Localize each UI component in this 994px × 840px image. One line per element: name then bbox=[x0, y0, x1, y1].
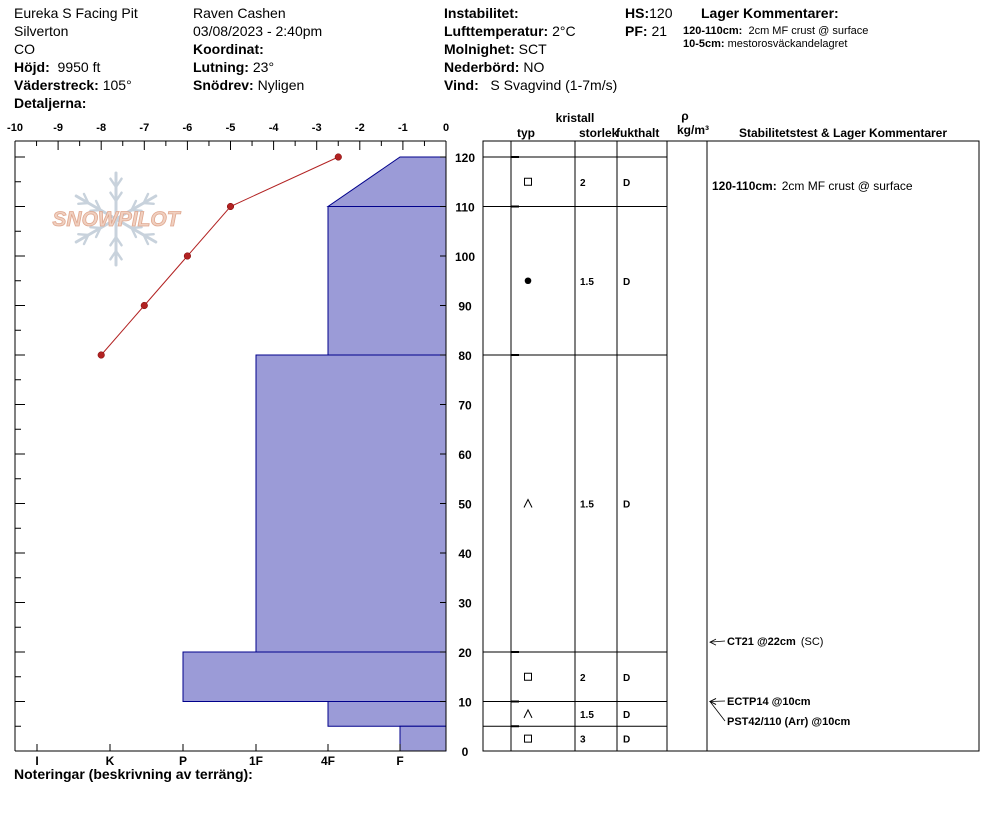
stability-test-leader bbox=[710, 701, 725, 702]
type-header: typ bbox=[517, 126, 535, 140]
density-unit-header: kg/m³ bbox=[676, 123, 710, 137]
wind-label: Vind: bbox=[444, 77, 479, 93]
wind-value: S Svagvind (1-7m/s) bbox=[490, 77, 618, 93]
height-tick-label: 40 bbox=[458, 547, 472, 561]
elevation-label: Höjd: bbox=[14, 59, 50, 75]
wind-loading-label: Snödrev: bbox=[193, 77, 254, 93]
crystal-header: kristall bbox=[555, 111, 595, 125]
state: CO bbox=[14, 41, 35, 57]
snowflake-branch bbox=[78, 234, 88, 235]
stability-test-label: ECTP14 @10cm bbox=[727, 696, 811, 708]
stability-test-suffix: (SC) bbox=[800, 636, 824, 648]
pf-value: 21 bbox=[651, 23, 668, 39]
stability-test-note bbox=[727, 716, 850, 728]
grain-caret-icon bbox=[524, 710, 532, 718]
hardness-tick-label: 1F bbox=[248, 754, 264, 768]
layer-comment-2-range: 10-5cm: bbox=[683, 38, 725, 50]
layer-comment-range: 120-110cm: bbox=[712, 179, 777, 193]
grain-dot-icon bbox=[525, 277, 532, 284]
temperature-point bbox=[141, 302, 148, 309]
hardness-layer-bar bbox=[328, 702, 446, 727]
hardness-layer-bar bbox=[256, 355, 446, 652]
grain-size-value: 1.5 bbox=[580, 499, 594, 511]
height-tick-label: 80 bbox=[458, 349, 472, 363]
moisture-value: D bbox=[623, 499, 631, 511]
hardness-tick-label: 4F bbox=[320, 754, 336, 768]
moisture-header: fukthalt bbox=[616, 126, 660, 140]
height-tick-label: 50 bbox=[458, 497, 472, 512]
temperature-profile bbox=[98, 154, 342, 359]
moisture-value: D bbox=[623, 709, 631, 721]
grain-size-value: 2 bbox=[580, 672, 586, 684]
temperature-tick-label: -6 bbox=[182, 122, 193, 134]
stability-test-label: CT21 @22cm bbox=[727, 636, 796, 648]
height-tick-label: 10 bbox=[458, 695, 472, 710]
height-tick-label: 120 bbox=[454, 151, 476, 165]
stability-tests bbox=[710, 179, 913, 728]
hardness-layer-bar bbox=[183, 652, 446, 702]
snowflake-branch bbox=[144, 234, 154, 235]
snowflake-branch bbox=[78, 203, 88, 204]
grain-size-value: 2 bbox=[580, 177, 586, 189]
wind-loading-value: Nyligen bbox=[257, 77, 305, 93]
height-tick-label: 20 bbox=[458, 646, 472, 660]
temperature-point bbox=[98, 352, 105, 359]
layer-comment-1-range: 120-110cm: bbox=[683, 25, 743, 37]
snowflake-branch bbox=[144, 203, 154, 204]
temperature-tick-label: -3 bbox=[311, 122, 322, 134]
hardness-layer-bar bbox=[328, 207, 446, 356]
stability-test-note bbox=[727, 696, 811, 708]
coordinate-label: Koordinat: bbox=[193, 41, 264, 57]
temperature-point bbox=[227, 203, 234, 210]
temperature-tick-label: -9 bbox=[53, 122, 63, 134]
slope-value: 23° bbox=[252, 59, 275, 75]
hardness-layer-bar bbox=[400, 726, 446, 751]
temperature-tick-label: 0 bbox=[442, 122, 450, 134]
height-tick-label: 110 bbox=[455, 200, 475, 215]
air-temp-label: Lufttemperatur: bbox=[444, 23, 549, 39]
grain-size-value: 1.5 bbox=[580, 709, 594, 721]
temperature-tick-label: -10 bbox=[7, 122, 23, 134]
stability-test-label: PST42/110 (Arr) @10cm bbox=[727, 716, 851, 728]
stability-header: Stabilitetstest & Lager Kommentarer bbox=[738, 126, 948, 140]
hs-value: 120 bbox=[649, 5, 673, 21]
moisture-value: D bbox=[623, 672, 631, 684]
height-tick-label: 90 bbox=[458, 299, 472, 314]
temperature-tick-label: -5 bbox=[225, 122, 236, 134]
temperature-point bbox=[184, 253, 191, 260]
height-tick-label: 0 bbox=[461, 745, 469, 759]
aspect-value: 105° bbox=[102, 77, 132, 93]
hs-label: HS: bbox=[625, 5, 650, 21]
temperature-tick-label: -1 bbox=[398, 122, 408, 134]
pit-name: Eureka S Facing Pit bbox=[14, 5, 138, 21]
precip-label: Nederbörd: bbox=[444, 59, 520, 75]
instability-label: Instabilitet: bbox=[444, 5, 519, 21]
layer-table bbox=[483, 109, 979, 751]
aspect-label: Väderstreck: bbox=[14, 77, 99, 93]
height-tick-label: 30 bbox=[458, 596, 472, 611]
temperature-tick-label: -2 bbox=[354, 122, 365, 134]
hardness-tick-label: F bbox=[396, 754, 404, 768]
snowpilot-logo bbox=[52, 173, 181, 265]
temperature-tick-label: -4 bbox=[268, 122, 279, 134]
moisture-value: D bbox=[623, 177, 631, 189]
hardness-profile bbox=[183, 157, 446, 751]
sky-value: SCT bbox=[518, 41, 547, 57]
layer-comment-text: 2cm MF crust @ surface bbox=[781, 179, 913, 193]
details-label: Detaljerna: bbox=[14, 95, 87, 111]
stability-test-note bbox=[727, 636, 823, 648]
height-tick-label: 60 bbox=[458, 448, 472, 462]
grain-square-icon bbox=[525, 673, 532, 680]
slope-label: Lutning: bbox=[193, 59, 249, 75]
stability-test-leader bbox=[710, 702, 725, 722]
elevation-value: 9950 ft bbox=[57, 59, 101, 75]
location: Silverton bbox=[14, 23, 69, 39]
air-temp-value: 2°C bbox=[552, 23, 576, 39]
hardness-layer-bar bbox=[328, 157, 446, 207]
hardness-tick-label: I bbox=[35, 754, 39, 768]
grain-square-icon bbox=[525, 178, 532, 185]
sky-label: Molnighet: bbox=[444, 41, 515, 57]
temperature-point bbox=[335, 154, 342, 161]
datetime: 03/08/2023 - 2:40pm bbox=[193, 23, 323, 39]
hardness-tick-label: K bbox=[105, 754, 115, 768]
layer-comment-2-text: mestorosväckandelagret bbox=[727, 38, 848, 50]
layer-comment-note bbox=[712, 179, 913, 193]
grain-size-value: 3 bbox=[580, 734, 586, 746]
layer-comments-label: Lager Kommentarer: bbox=[701, 5, 839, 21]
pf-label: PF: bbox=[625, 23, 648, 39]
moisture-value: D bbox=[623, 276, 631, 288]
hardness-tick-label: P bbox=[178, 754, 188, 768]
notes-label: Noteringar (beskrivning av terräng): bbox=[14, 766, 253, 782]
temperature-line bbox=[101, 157, 338, 355]
grain-caret-icon bbox=[524, 500, 532, 508]
grain-size-value: 1.5 bbox=[580, 276, 594, 288]
layer-comment-1-text: 2cm MF crust @ surface bbox=[748, 25, 869, 37]
layer-table-frame bbox=[483, 141, 979, 751]
temperature-tick-label: -7 bbox=[139, 122, 150, 134]
size-header: storlek bbox=[579, 126, 619, 140]
rho-header: ρ bbox=[681, 109, 689, 123]
moisture-value: D bbox=[623, 734, 631, 746]
height-tick-label: 70 bbox=[458, 398, 472, 413]
precip-value: NO bbox=[523, 59, 545, 75]
grain-square-icon bbox=[525, 735, 532, 742]
snowpilot-logo-text: SNOWPILOT bbox=[52, 208, 180, 231]
temperature-tick-label: -8 bbox=[96, 122, 107, 134]
observer: Raven Cashen bbox=[193, 5, 286, 21]
height-tick-label: 100 bbox=[454, 250, 476, 264]
